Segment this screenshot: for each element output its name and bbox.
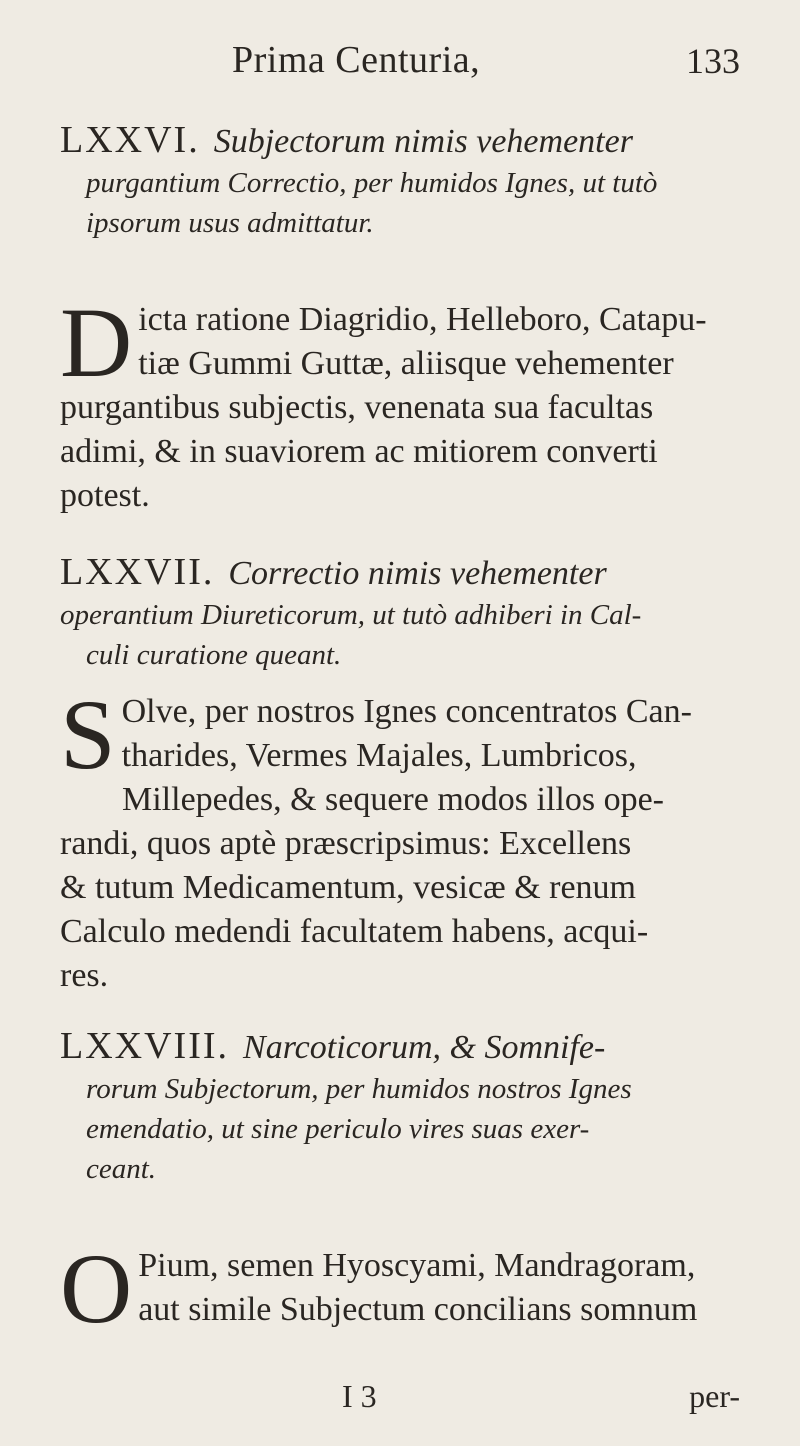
body-line: res. — [60, 957, 109, 994]
section-78-body — [60, 1233, 750, 1344]
catchword: per- — [689, 1378, 740, 1414]
body-line: icta ratione Diagridio, Helleboro, Catapu- — [138, 301, 707, 338]
body-line: adimi, & in suaviorem ac mitiorem converti — [60, 433, 658, 470]
body-line: Calculo medendi facultatem habens, acqui- — [60, 913, 649, 950]
heading-line: purgantium Correctio, per humidos Ignes, ut tutò — [86, 167, 658, 199]
heading-line: Narcoticorum, & Somnife- — [243, 1029, 606, 1066]
heading-line: ceant. — [86, 1153, 157, 1185]
heading-line: Subjectorum nimis vehementer — [213, 123, 633, 160]
heading-line: rorum Subjectorum, per humidos nostros Ignes — [86, 1073, 632, 1105]
body-line: purgantibus subjectis, venenata sua facultas — [60, 389, 654, 426]
body-line: Olve, per nostros Ignes concentratos Can- — [121, 693, 692, 730]
running-title: Prima Centuria, — [232, 39, 481, 81]
drop-capital: S — [60, 679, 116, 790]
drop-capital: O — [60, 1233, 133, 1344]
section-78-heading — [60, 1026, 740, 1189]
body-line: aut simile Subjectum concilians somnum — [138, 1291, 698, 1328]
body-line: randi, quos aptè præscripsimus: Excellens — [60, 825, 632, 862]
section-77-heading — [60, 552, 740, 675]
heading-line: Correctio nimis vehementer — [228, 555, 607, 592]
drop-capital: D — [60, 287, 133, 398]
heading-line: ipsorum usus admittatur. — [86, 207, 374, 239]
body-line: tharides, Vermes Majales, Lumbricos, — [121, 737, 637, 774]
body-line: potest. — [60, 477, 150, 514]
section-76-heading — [60, 120, 740, 243]
heading-line: culi curatione queant. — [86, 639, 342, 671]
running-header — [0, 38, 800, 88]
section-numeral: LXXVIII. — [60, 1025, 230, 1067]
section-numeral: LXXVI. — [60, 119, 200, 161]
section-77-body — [60, 679, 750, 998]
section-76-body — [60, 287, 750, 518]
body-line: Millepedes, & sequere modos illos ope- — [122, 781, 665, 818]
section-numeral: LXXVII. — [60, 551, 215, 593]
page-number: 133 — [686, 41, 740, 81]
body-line: Pium, semen Hyoscyami, Mandragoram, — [138, 1247, 696, 1284]
body-line: tiæ Gummi Guttæ, aliisque vehementer — [138, 345, 674, 382]
heading-line: emendatio, ut sine periculo vires suas exer- — [86, 1113, 590, 1145]
heading-line: operantium Diureticorum, ut tutò adhiberi in Cal- — [60, 599, 642, 631]
signature-mark: I 3 — [342, 1378, 377, 1414]
body-line: & tutum Medicamentum, vesicæ & renum — [60, 869, 637, 906]
